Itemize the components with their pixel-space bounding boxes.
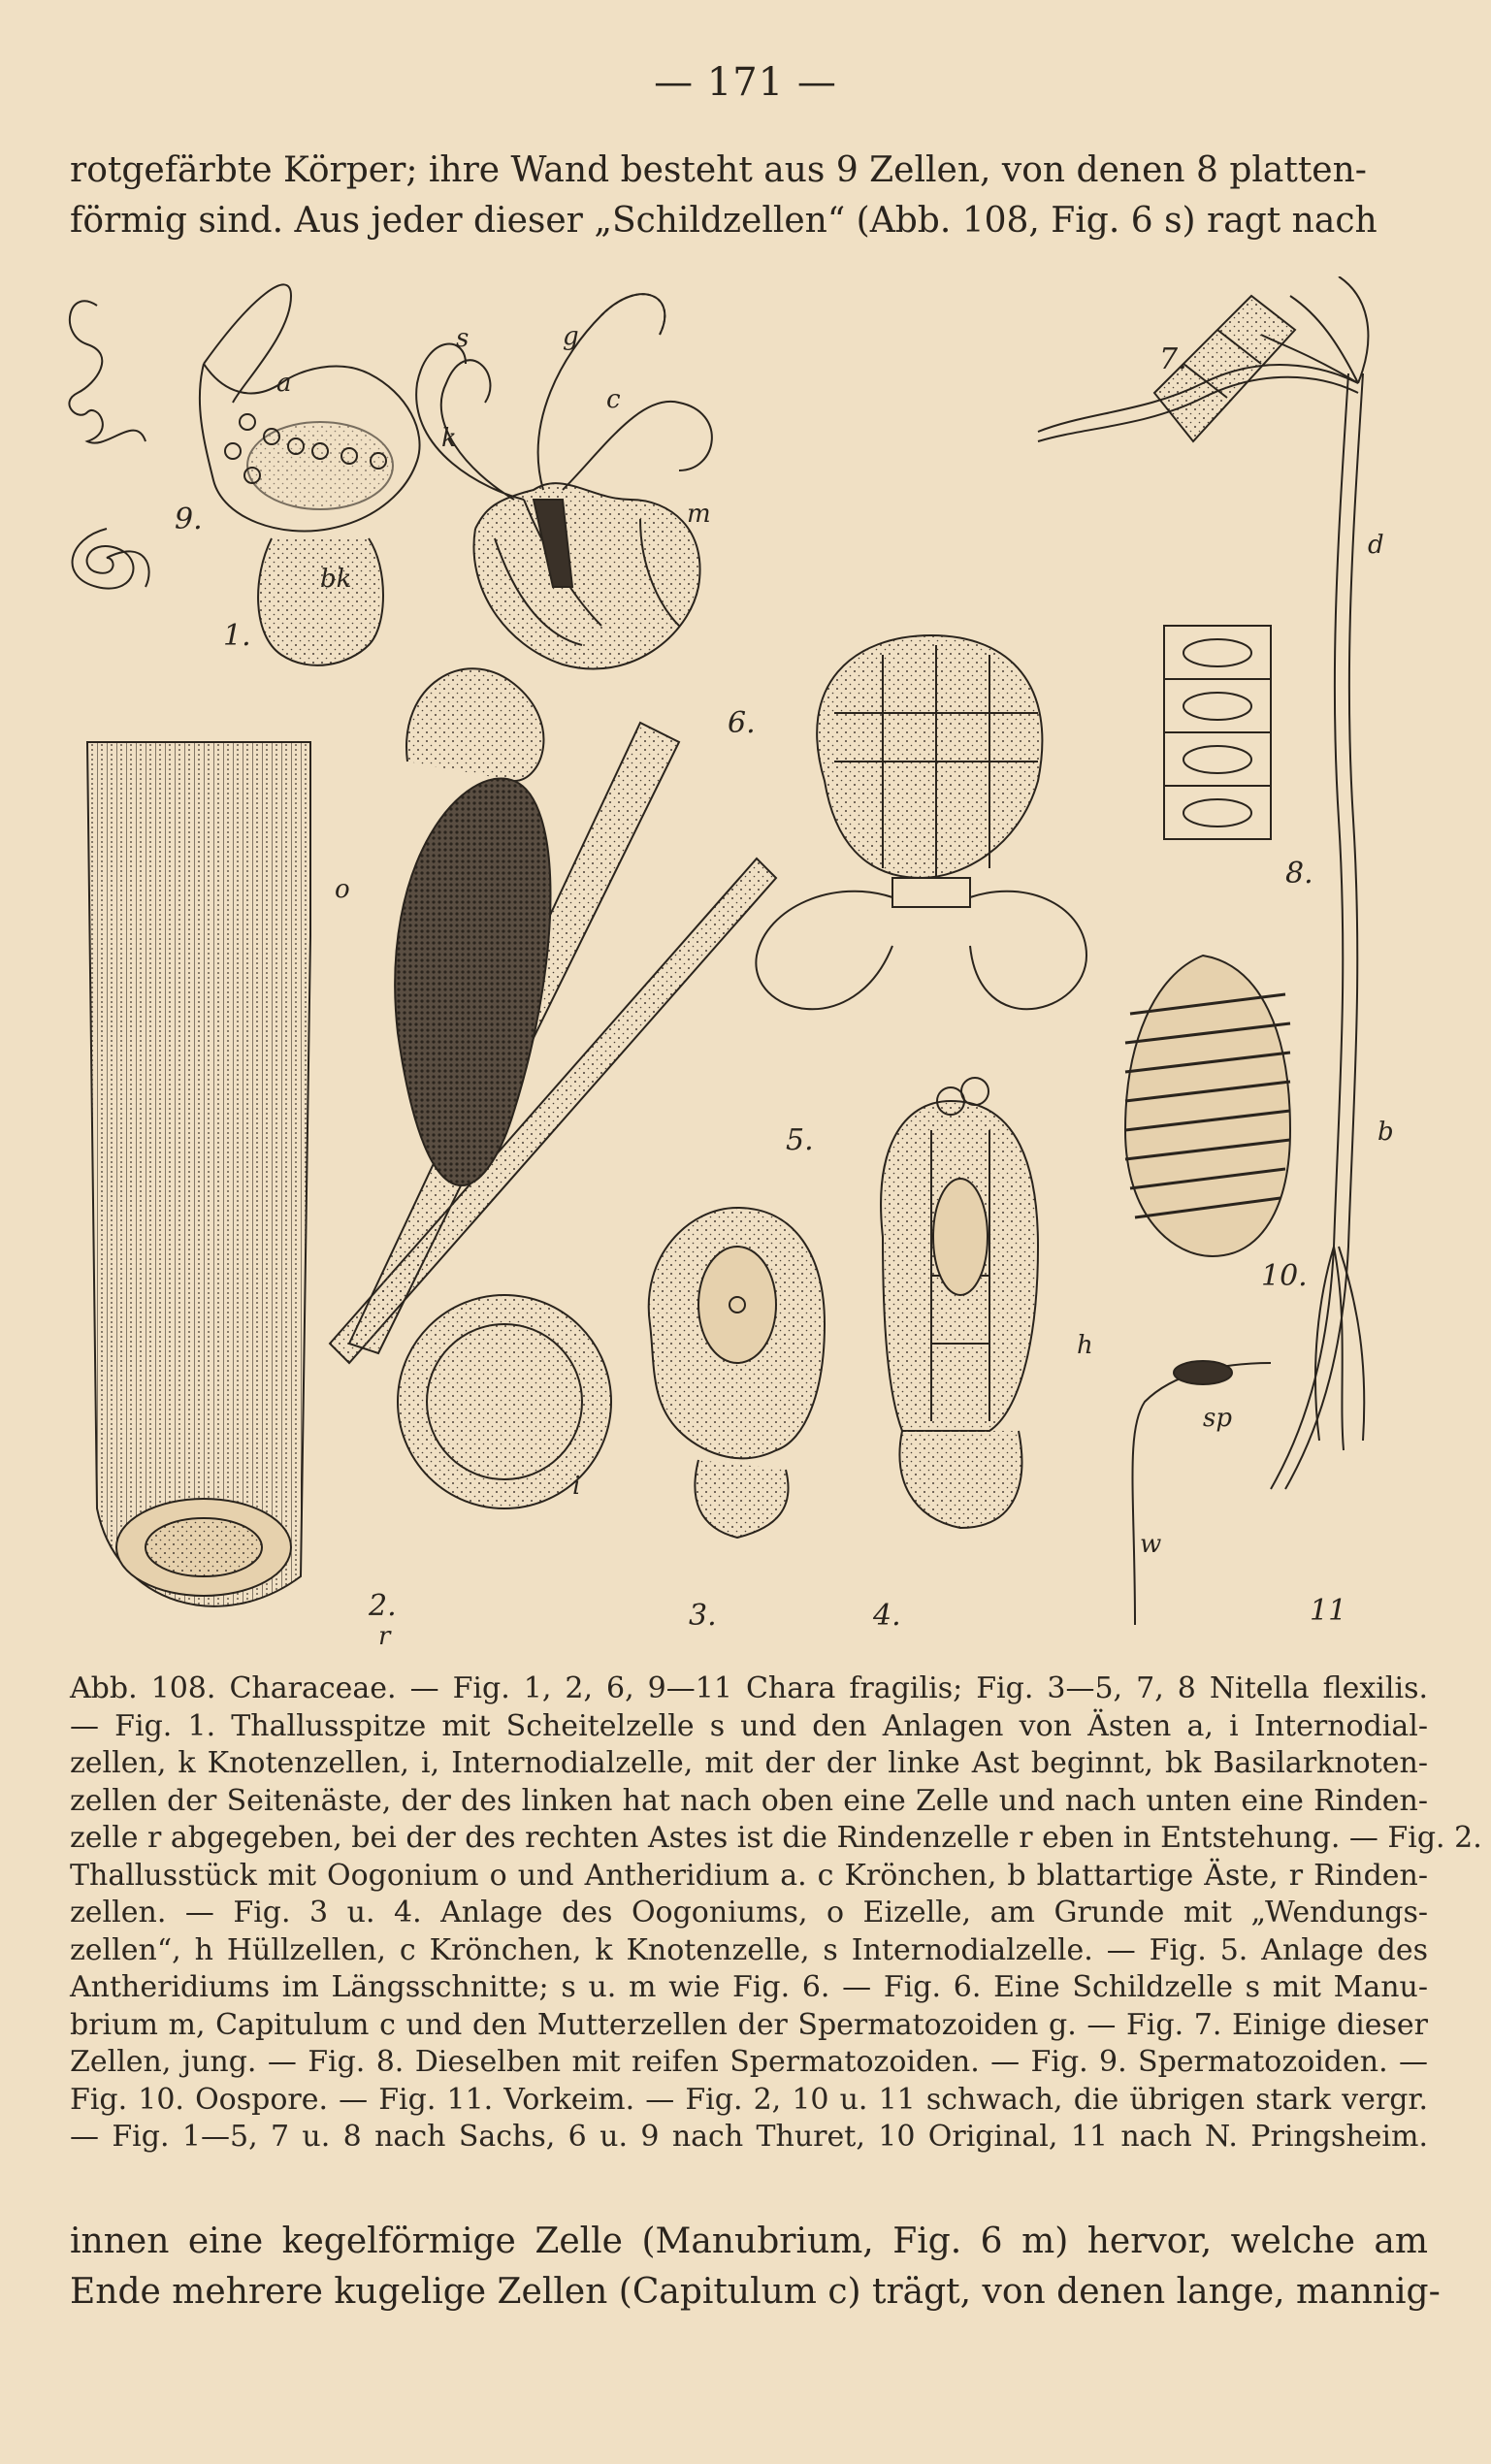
caption-line: Zellen, jung. — Fig. 8. Dieselben mit reifen Spermatozoiden. — Fig. 9. Spermatozoiden. — bbox=[70, 2045, 1428, 2079]
label-a: a bbox=[276, 369, 292, 398]
fig9-spermatozoids bbox=[69, 301, 148, 588]
label-fig2: 2. bbox=[369, 1589, 397, 1623]
caption-line: zellen“, h Hüllzellen, c Krönchen, k Knotenzelle, s Internodialzelle. — Fig. 5. Anlage des bbox=[70, 1932, 1428, 1967]
caption-line: zelle r abgegeben, bei der des rechten Astes ist die Rindenzelle r eben in Entstehung. — Fig. 2. bbox=[70, 1821, 1482, 1855]
label-fig1: 1. bbox=[223, 619, 251, 653]
fig2-thallus-piece bbox=[87, 668, 776, 1605]
label-c: c bbox=[606, 385, 621, 414]
fig3-oogonium-anlage bbox=[649, 1208, 825, 1538]
caption-line: zellen. — Fig. 3 u. 4. Anlage des Oogoniums, o Eizelle, am Grunde mit „Wendungs- bbox=[70, 1896, 1428, 1929]
label-s: s bbox=[456, 324, 470, 353]
label-b: b bbox=[1378, 1118, 1394, 1147]
caption-line: Abb. 108. Characeae. — Fig. 1, 2, 6, 9—11 Chara fragilis; Fig. 3—5, 7, 8 Nitella flexilis. bbox=[70, 1671, 1428, 1705]
body-text-top bbox=[70, 146, 1378, 246]
text-line: förmig sind. Aus jeder dieser „Schildzellen“ (Abb. 108, Fig. 6 s) ragt nach bbox=[70, 201, 1378, 241]
text-line: innen eine kegelförmige Zelle (Manubrium, Fig. 6 m) hervor, welche am bbox=[70, 2221, 1428, 2261]
botanical-figure bbox=[58, 276, 1436, 1673]
text-line: rotgefärbte Körper; ihre Wand besteht aus 9 Zellen, von denen 8 platten- bbox=[70, 150, 1367, 190]
label-h: h bbox=[1077, 1331, 1093, 1360]
caption-line: Antheridiums im Längsschnitte; s u. m wie Fig. 6. — Fig. 6. Eine Schildzelle s mit Manu- bbox=[70, 1970, 1428, 2004]
page-number: — 171 — bbox=[654, 60, 837, 105]
label-fig5: 5. bbox=[786, 1123, 814, 1157]
label-d: d bbox=[1368, 531, 1384, 560]
label-fig10: 10. bbox=[1261, 1259, 1308, 1293]
label-fig3: 3. bbox=[689, 1599, 717, 1633]
label-bk: bk bbox=[320, 565, 352, 594]
text-line: Ende mehrere kugelige Zellen (Capitulum c) trägt, von denen lange, mannig- bbox=[70, 2272, 1441, 2312]
figure-caption bbox=[70, 1670, 1482, 2156]
label-fig6: 6. bbox=[728, 706, 756, 740]
fig10-oospore bbox=[1125, 956, 1290, 1256]
caption-line: — Fig. 1—5, 7 u. 8 nach Sachs, 6 u. 9 nach Thuret, 10 Original, 11 nach N. Pringsheim. bbox=[70, 2120, 1428, 2154]
fig1-thallus-tip bbox=[200, 284, 420, 665]
label-i: i bbox=[572, 1472, 581, 1501]
fig4-oogonium-anlage bbox=[881, 1078, 1038, 1528]
label-w: w bbox=[1140, 1530, 1162, 1559]
label-fig8: 8. bbox=[1285, 857, 1313, 891]
label-m: m bbox=[687, 500, 711, 529]
body-text-bottom bbox=[70, 2217, 1441, 2318]
caption-line: zellen der Seitenäste, der des linken hat nach oben eine Zelle und nach unten eine Rinden- bbox=[70, 1783, 1428, 1818]
label-fig9: 9. bbox=[175, 503, 203, 536]
label-fig11: 11 bbox=[1310, 1594, 1347, 1628]
fig8-mature-cells bbox=[1164, 626, 1271, 839]
label-fig7: 7. bbox=[1159, 342, 1187, 376]
label-fig4: 4. bbox=[873, 1599, 901, 1633]
label-sp: sp bbox=[1203, 1404, 1232, 1433]
fig5-antheridium bbox=[756, 635, 1086, 1009]
caption-line: — Fig. 1. Thallusspitze mit Scheitelzelle s und den Anlagen von Ästen a, i Internodial- bbox=[70, 1708, 1428, 1743]
caption-line: Thallusstück mit Oogonium o und Antheridium a. c Krönchen, b blattartige Äste, r Rinden- bbox=[70, 1858, 1428, 1893]
label-g: g bbox=[563, 322, 579, 351]
caption-line: Fig. 10. Oospore. — Fig. 11. Vorkeim. — Fig. 2, 10 u. 11 schwach, die übrigen stark vergr. bbox=[70, 2082, 1428, 2117]
caption-line: brium m, Capitulum c und den Mutterzellen der Spermatozoiden g. — Fig. 7. Einige dieser bbox=[70, 2007, 1428, 2042]
label-k: k bbox=[441, 424, 457, 453]
caption-line: zellen, k Knotenzellen, i, Internodialzelle, mit der der linke Ast beginnt, bk Basilarknoten- bbox=[70, 1746, 1428, 1780]
label-r: r bbox=[378, 1622, 391, 1651]
label-o: o bbox=[335, 875, 350, 904]
